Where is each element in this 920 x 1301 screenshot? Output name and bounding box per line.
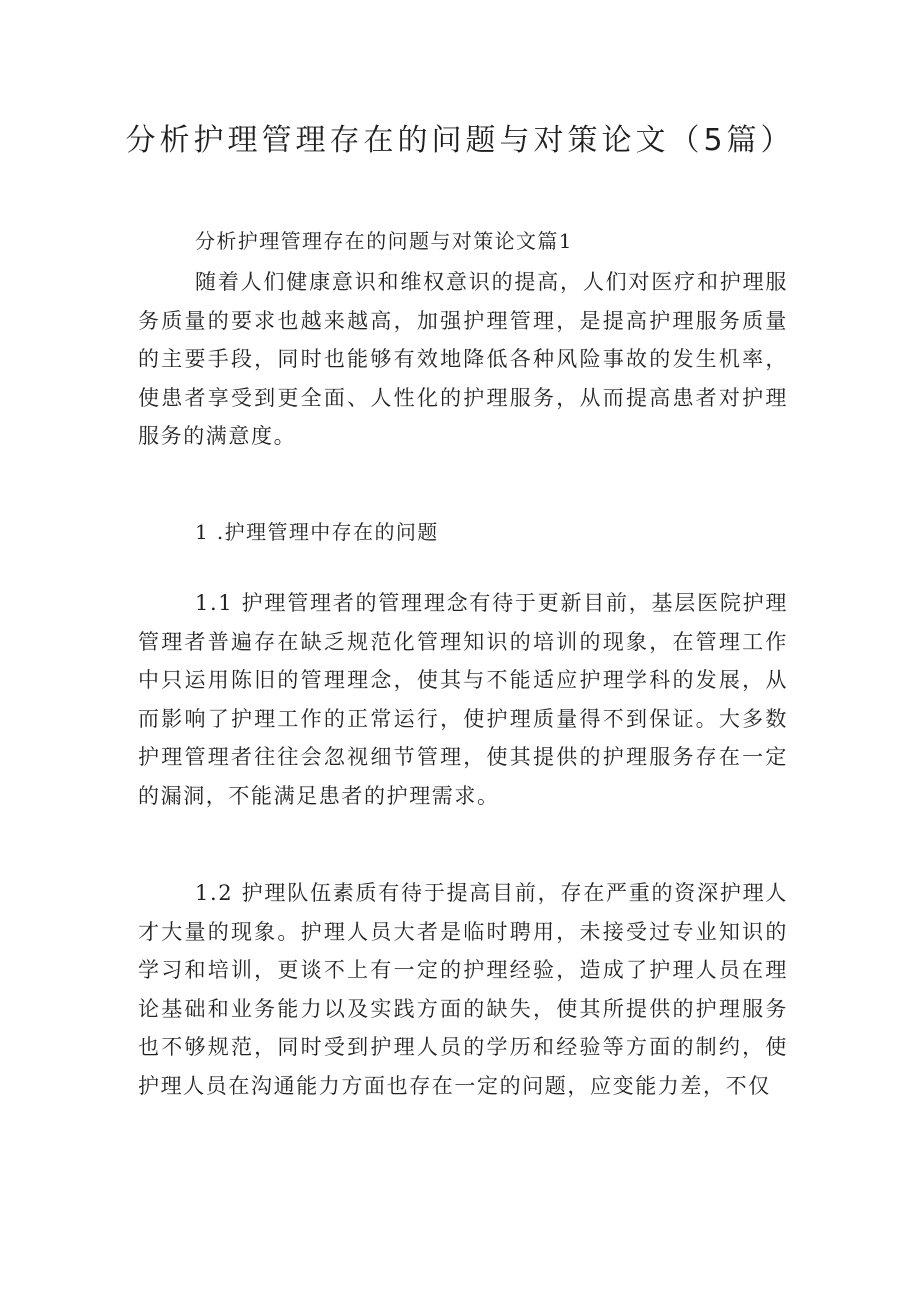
document-title: 分析护理管理存在的问题与对策论文（5篇） [125,123,795,158]
section-heading: 1 .护理管理中存在的问题 [195,520,439,544]
paragraph-1-1: 1.1 护理管理者的管理理念有待于更新目前，基层医院护理管理者普遍存在缺乏规范化管理知识的培训的现象，在管理工作中只运用陈旧的管理理念，使其与不能适应护理学科的发展，从而影响了护理工作的正常运行，使护理质量得不到保证。大多数护理管理者往往会忽视细节管理，使其提供的护理服务存在一定的漏洞，不能满足患者的护理需求。 [138,591,788,808]
article-heading: 分析护理管理存在的问题与对策论文篇1 [195,229,573,253]
intro-paragraph: 随着人们健康意识和维权意识的提高，人们对医疗和护理服务质量的要求也越来越高，加强护理管理，是提高护理服务质量的主要手段，同时也能够有效地降低各种风险事故的发生机率，使患者享受到更全面、人性化的护理服务，从而提高患者对护理服务的满意度。 [138,270,788,448]
paragraph-1-2: 1.2 护理队伍素质有待于提高目前，存在严重的资深护理人才大量的现象。护理人员大者是临时聘用，未接受过专业知识的学习和培训，更谈不上有一定的护理经验，造成了护理人员在理论基础和业务能力以及实践方面的缺失，使其所提供的护理服务也不够规范，同时受到护理人员的学历和经验等方面的制约，使护理人员在沟通能力方面也存在一定的问题，应变能力差，不仅 [138,881,788,1098]
